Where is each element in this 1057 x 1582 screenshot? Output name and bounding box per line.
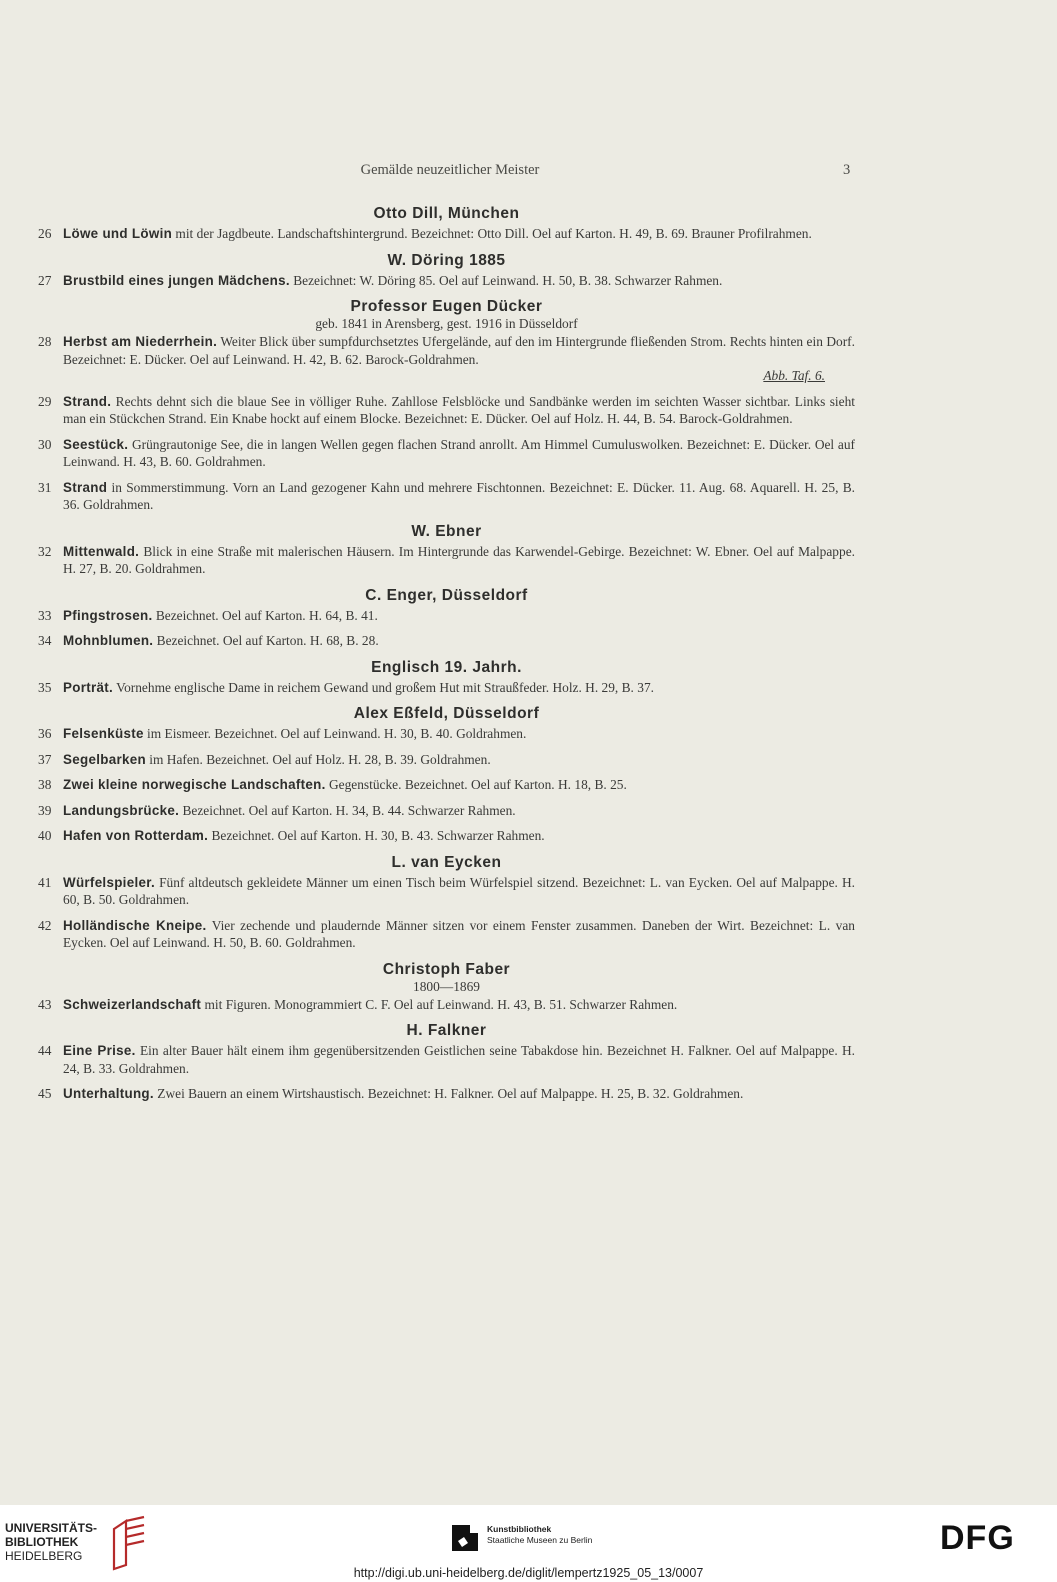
running-header: Gemälde neuzeitlicher Meister [360, 162, 540, 178]
lot-title: Herbst am Niederrhein. [63, 334, 218, 349]
artist-name: Christoph Faber [382, 960, 511, 978]
lot-number: 36 [38, 726, 52, 741]
lot-title: Segelbarken [63, 751, 146, 767]
lot-number: 35 [38, 679, 52, 695]
kunstbibliothek-mark-icon [450, 1523, 480, 1553]
lot-title: Mohnblumen. [63, 633, 154, 648]
catalog-lot [38, 802, 855, 820]
permalink-url[interactable]: http://digi.ub.uni-heidelberg.de/diglit/lempertz1925_05_13/0007 [353, 1566, 704, 1580]
lot-title: Seestück. [63, 436, 129, 452]
artist-heading [38, 704, 855, 723]
plate-reference: Abb. Taf. 6. [763, 368, 825, 383]
catalog-lot [38, 479, 855, 514]
lot-description [63, 479, 855, 514]
lot-details: Gegenstücke. Bezeichnet. Oel auf Karton. H. 18, B. 25. [325, 777, 627, 792]
lot-description [63, 393, 855, 428]
lot-title: Zwei kleine norwegische Landschaften. [63, 777, 326, 792]
university-logo-line1: UNIVERSITÄTS- [5, 1521, 98, 1535]
artist-dates: 1800—1869 [413, 978, 480, 994]
lot-description [63, 996, 855, 1014]
catalog-lot [38, 272, 855, 290]
lot-title: Strand. [63, 393, 112, 409]
lot-details: Bezeichnet. Oel auf Karton. H. 30, B. 43. Schwarzer Rahmen. [208, 828, 545, 843]
lot-number: 44 [38, 1043, 52, 1058]
kunstbibliothek-name: Kunstbibliothek [487, 1524, 552, 1534]
lot-description [63, 751, 855, 769]
lot-description [63, 272, 855, 290]
lot-number: 34 [38, 633, 52, 648]
artist-name: Otto Dill, München [373, 205, 520, 222]
artist-name: W. Döring 1885 [387, 251, 506, 269]
artist-heading [38, 960, 855, 994]
kunstbibliothek-subtitle: Staatliche Museen zu Berlin [487, 1535, 593, 1545]
lot-title: Unterhaltung. [63, 1086, 154, 1101]
university-library-logo[interactable] [5, 1521, 97, 1563]
lot-details: Bezeichnet: W. Döring 85. Oel auf Leinwand. H. 50, B. 38. Schwarzer Rahmen. [289, 272, 723, 288]
lot-title: Würfelspieler. [63, 874, 156, 890]
lot-title: Holländische Kneipe. [63, 917, 207, 933]
artist-name: W. Ebner [411, 522, 482, 540]
lot-number: 27 [38, 272, 52, 288]
lot-number: 29 [38, 393, 52, 409]
artist-name: Professor Eugen Dücker [350, 298, 543, 315]
lot-details: Vornehme englische Dame in reichem Gewand und großem Hut mit Straußfeder. Holz. H. 29, B. 37. [113, 679, 654, 695]
artist-name: Alex Eßfeld, Düsseldorf [353, 705, 540, 722]
university-logo-line2: BIBLIOTHEK [5, 1535, 79, 1549]
lot-details: Rechts dehnt sich die blaue See in völliger Ruhe. Zahllose Felsblöcke und Sandbänke werden im seichten Wasser sichtbar. Links sieht man ein Stückchen Strand. Ein Knabe hockt auf einem Blocke. Bezeichnet: E. Dücker. Oel auf Holz. H. 44, B. 54. Barock-Goldrahmen. [63, 393, 855, 426]
catalog-lot [38, 776, 855, 794]
catalog-lot [38, 333, 855, 368]
artist-name: L. van Eycken [391, 853, 502, 871]
catalog-lot [38, 679, 855, 697]
lot-description [63, 802, 855, 820]
lot-number: 45 [38, 1086, 52, 1101]
university-library-mark-icon [110, 1515, 148, 1571]
lot-description [63, 225, 855, 243]
lot-description [63, 333, 855, 368]
artist-heading [38, 1021, 855, 1040]
lot-details: Zwei Bauern an einem Wirtshaustisch. Bezeichnet: H. Falkner. Oel auf Malpappe. H. 25, B. 32. Goldrahmen. [153, 1086, 744, 1101]
lot-number: 41 [38, 874, 52, 890]
lot-number: 28 [38, 334, 52, 349]
artist-heading [38, 251, 855, 270]
lot-description [63, 543, 855, 578]
lot-title: Felsenküste [63, 726, 144, 741]
lot-title: Strand [63, 479, 108, 495]
lot-details: im Hafen. Bezeichnet. Oel auf Holz. H. 28, B. 39. Goldrahmen. [145, 751, 491, 767]
lot-details: Vier zechende und plaudernde Männer sitzen vor einem Fenster zusammen. Daneben der Wirt. Bezeichnet: L. van Eycken. Oel auf Leinwand. H. 50, B. 60. Goldrahmen. [63, 917, 855, 950]
university-logo-line3: HEIDELBERG [5, 1549, 83, 1563]
catalog-lot [38, 632, 855, 650]
lot-description [63, 679, 855, 697]
lot-number: 26 [38, 226, 52, 241]
catalog-lot [38, 751, 855, 769]
artist-heading [38, 204, 855, 223]
page-number: 3 [843, 162, 851, 178]
lot-title: Pfingstrosen. [63, 607, 153, 623]
lot-title: Landungsbrücke. [63, 802, 180, 818]
lot-description [63, 917, 855, 952]
catalog-lot [38, 996, 855, 1014]
lot-number: 38 [38, 777, 52, 792]
lot-number: 31 [38, 479, 52, 495]
artist-name: C. Enger, Düsseldorf [365, 586, 528, 604]
lot-description [63, 725, 855, 743]
lot-number: 30 [38, 436, 52, 452]
lot-description [63, 1042, 855, 1077]
lot-title: Eine Prise. [63, 1043, 136, 1058]
lot-details: in Sommerstimmung. Vorn an Land gezogener Kahn und mehrere Fischtonnen. Bezeichnet: E. Dücker. 11. Aug. 68. Aquarell. H. 25, B. 36. Goldrahmen. [63, 479, 855, 512]
lot-details: Bezeichnet. Oel auf Karton. H. 68, B. 28. [153, 633, 379, 648]
lot-description [63, 1085, 855, 1103]
catalog-lot [38, 543, 855, 578]
artist-name: Englisch 19. Jahrh. [371, 658, 522, 676]
lot-description [63, 776, 855, 794]
artist-dates: geb. 1841 in Arensberg, gest. 1916 in Düsseldorf [315, 316, 578, 331]
lot-title: Löwe und Löwin [63, 226, 173, 241]
lot-description [63, 436, 855, 471]
lot-details: Bezeichnet. Oel auf Karton. H. 34, B. 44. Schwarzer Rahmen. [179, 802, 516, 818]
lot-number: 43 [38, 996, 52, 1012]
lot-details: Fünf altdeutsch gekleidete Männer um einen Tisch beim Würfelspiel sitzend. Bezeichnet: L. van Eycken. Oel auf Malpappe. H. 60, B. 50. Goldrahmen. [63, 874, 855, 907]
lot-number: 32 [38, 543, 52, 559]
lot-title: Hafen von Rotterdam. [63, 828, 209, 843]
artist-heading [38, 586, 855, 605]
lot-number: 33 [38, 607, 52, 623]
catalog-lot [38, 1042, 855, 1077]
lot-description [63, 827, 855, 845]
lot-details: mit der Jagdbeute. Landschaftshintergrund. Bezeichnet: Otto Dill. Oel auf Karton. H. 49, B. 69. Brauner Profilrahmen. [172, 226, 812, 241]
lot-title: Brustbild eines jungen Mädchens. [63, 272, 290, 288]
artist-heading [38, 853, 855, 872]
catalog-lot [38, 725, 855, 743]
artist-heading [38, 522, 855, 541]
lot-details: Bezeichnet. Oel auf Karton. H. 64, B. 41. [152, 607, 378, 623]
lot-title: Porträt. [63, 679, 114, 695]
artist-heading [38, 658, 855, 677]
catalog-lot [38, 393, 855, 428]
lot-number: 39 [38, 802, 52, 818]
catalog-lot [38, 827, 855, 845]
lot-details: Weiter Blick über sumpfdurchsetztes Ufergelände, auf den im Hintergrunde fließenden Strom. Rechts hinten ein Dorf. Bezeichnet: E. Dücker. Oel auf Leinwand. H. 42, B. 62. Barock-Goldrahmen. [63, 334, 855, 367]
artist-name: H. Falkner [406, 1022, 487, 1039]
catalog-lot [38, 607, 855, 625]
lot-description [63, 874, 855, 909]
catalog-lot [38, 436, 855, 471]
lot-details: im Eismeer. Bezeichnet. Oel auf Leinwand. H. 30, B. 40. Goldrahmen. [143, 726, 527, 741]
catalog-lot [38, 1085, 855, 1103]
catalog-content [38, 204, 855, 1103]
lot-details: mit Figuren. Monogrammiert C. F. Oel auf Leinwand. H. 43, B. 51. Schwarzer Rahmen. [201, 996, 678, 1012]
lot-description [63, 607, 855, 625]
catalog-lot [38, 225, 855, 243]
lot-details: Blick in eine Straße mit malerischen Häusern. Im Hintergrunde das Karwendel-Gebirge. Bezeichnet: W. Ebner. Oel auf Malpappe. H. 27, B. 20. Goldrahmen. [63, 543, 855, 576]
lot-number: 42 [38, 917, 52, 933]
dfg-logo[interactable]: DFG [940, 1519, 1015, 1557]
lot-number: 37 [38, 751, 52, 767]
lot-details: Ein alter Bauer hält einem ihm gegenübersitzenden Geistlichen seine Tabakdose hin. Bezeichnet H. Falkner. Oel auf Malpappe. H. 24, B. 33. Goldrahmen. [63, 1043, 855, 1076]
artist-heading [38, 297, 855, 331]
lot-title: Schweizerlandschaft [63, 996, 202, 1012]
lot-title: Mittenwald. [63, 543, 140, 559]
lot-description [63, 632, 855, 650]
footer-bar [0, 1505, 1057, 1582]
lot-number: 40 [38, 828, 52, 843]
catalog-lot [38, 874, 855, 909]
lot-details: Grüngrautonige See, die in langen Wellen gegen flachen Strand anrollt. Am Himmel Cumuluswolken. Bezeichnet: E. Dücker. Oel auf Leinwand. H. 43, B. 60. Goldrahmen. [63, 436, 855, 469]
catalog-lot [38, 917, 855, 952]
